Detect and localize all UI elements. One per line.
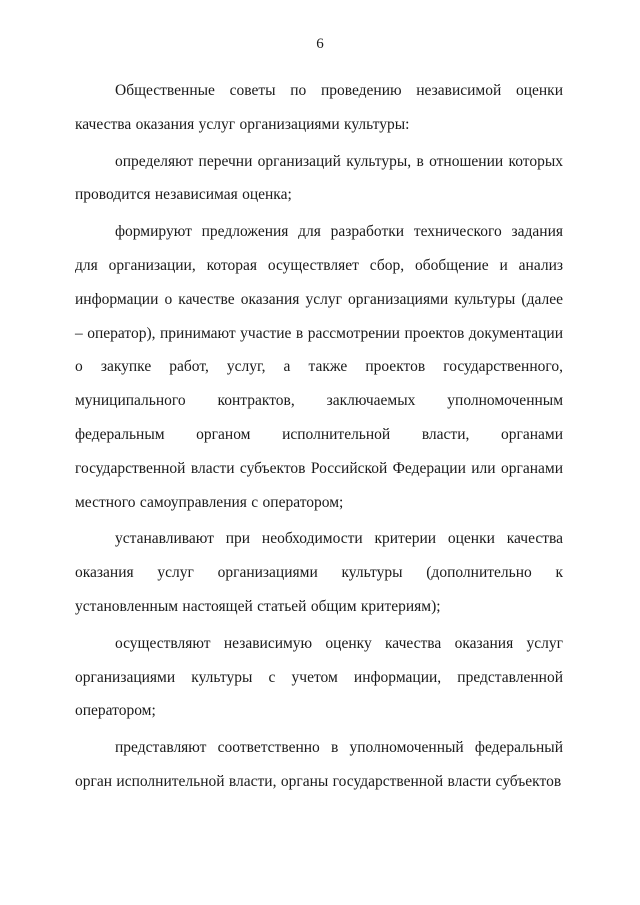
paragraph-intro: Общественные советы по проведению независимой оценки качества оказания услуг организациями культуры:	[75, 82, 563, 133]
paragraph-conduct-assessment: осуществляют независимую оценку качества оказания услуг организациями культуры с учетом информации, представленной оператором;	[75, 634, 563, 720]
paragraph-form-proposals: формируют предложения для разработки технического задания для организации, которая осуществляет сбор, обобщение и анализ информации о качестве оказания услуг организациями культуры (далее – оператор), принимают участие в рассмотрении проектов документации о закупке работ, услуг, а также проектов государственного, муниципального контрактов, заключаемых уполномоченным федеральным органом исполнительной власти, органами государственной власти субъектов Российской Федерации или органами местного самоуправления с оператором;	[75, 223, 563, 511]
page-number: 6	[316, 36, 324, 52]
document-body	[75, 74, 563, 799]
paragraph-define-lists: определяют перечни организаций культуры, в отношении которых проводится независимая оценка;	[75, 152, 563, 204]
paragraph-submit: представляют соответственно в уполномоченный федеральный орган исполнительной власти, органы государственной власти субъектов	[75, 739, 563, 790]
paragraph-set-criteria: устанавливают при необходимости критерии оценки качества оказания услуг организациями культуры (дополнительно к установленным настоящей статьей общим критериям);	[75, 530, 563, 615]
